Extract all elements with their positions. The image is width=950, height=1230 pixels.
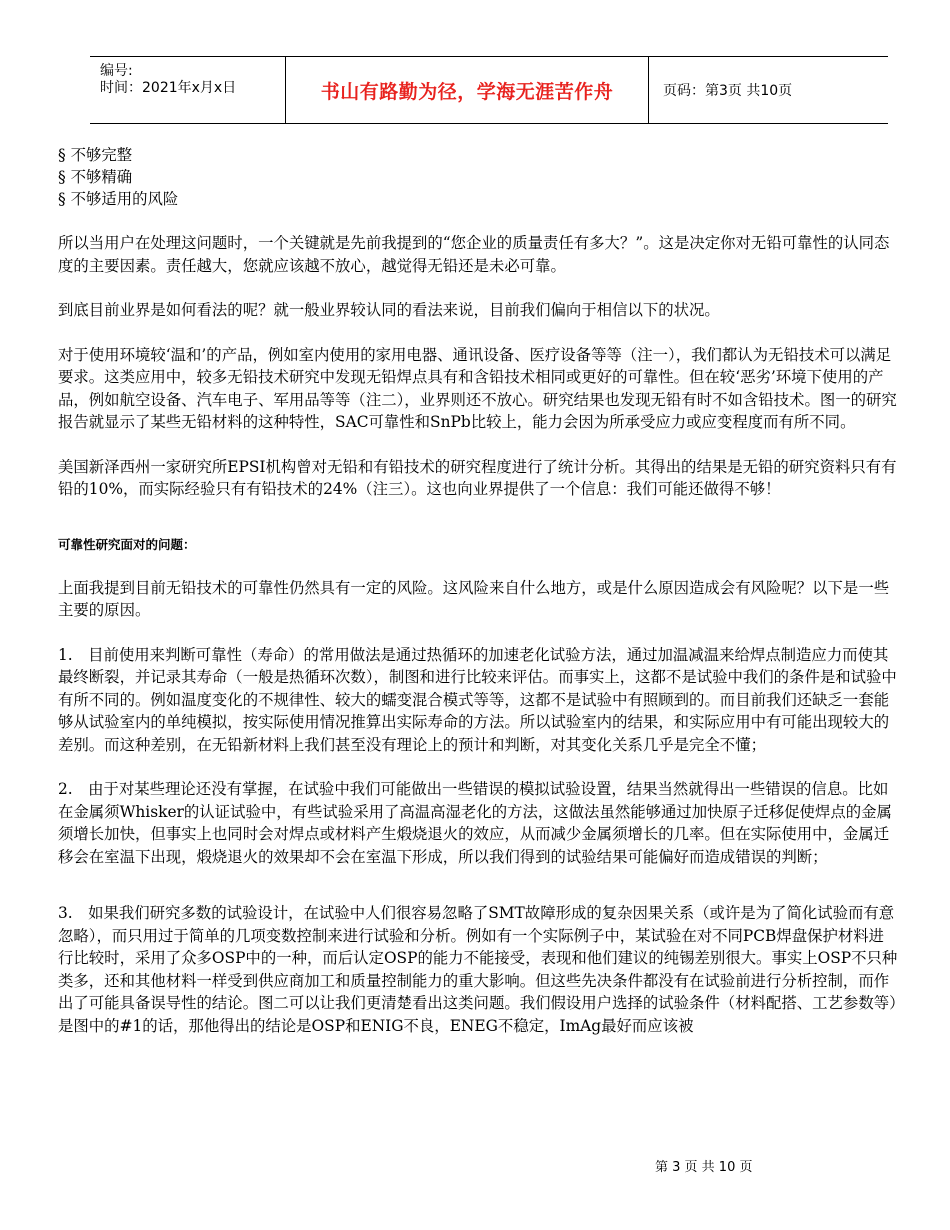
paragraph-environment: 对于使用环境较‘温和’的产品，例如室内使用的家用电器、通讯设备、医疗设备等等（注一），我们都认为无铅技术可以满足要求。这类应用中，较多无铅技术研究中发现无铅焊点具有和含铅技术相同或更好的可靠性。但在较‘恶劣’环境下使用的产品，例如航空设备、汽车电子、军用品等等（注二），业界则还不放心。研究结果也发现无铅有时不如含铅技术。图一的研究报告就显示了某些无铅材料的这种特性，SAC可靠性和SnPb比较上，能力会因为所承受应力或应变程度而有所不同。 <box>58 345 897 431</box>
header-motto: 书山有路勤为径，学海无涯苦作舟 <box>285 57 649 123</box>
page-header <box>90 56 888 124</box>
header-time-label: 时间：2021年x月x日 <box>100 80 237 96</box>
header-meta <box>90 57 285 123</box>
section-heading: 可靠性研究面对的问题： <box>58 536 196 552</box>
bullet-item: § 不够精确 <box>58 168 133 186</box>
page-footer: 第 3 页 共 10 页 <box>655 1160 753 1175</box>
paragraph-reason-1: 1. 目前使用来判断可靠性（寿命）的常用做法是通过热循环的加速老化试验方法，通过加温减温来给焊点制造应力而使其最终断裂，并记录其寿命（一般是热循环次数），制图和进行比较来评估。而事实上，这都不是试验中我们的条件是和试验中有所不同的。例如温度变化的不规律性、较大的蠕变混合模式等等，这都不是试验中有照顾到的。而目前我们还缺乏一套能够从试验室内的单纯模拟，按实际使用情况推算出实际寿命的方法。所以试验室内的结果，和实际应用中有可能出现较大的差别。而这种差别，在无铅新材料上我们甚至没有理论上的预计和判断，对其变化关系几乎是完全不懂； <box>58 645 897 754</box>
header-number-label: 编号: <box>100 63 133 79</box>
paragraph-industry-view: 到底目前业界是如何看法的呢？就一般业界较认同的看法来说，目前我们偏向于相信以下的状况。 <box>58 301 720 319</box>
bullet-item: § 不够适用的风险 <box>58 190 179 208</box>
paragraph-epsi: 美国新泽西州一家研究所EPSI机构曾对无铅和有铅技术的研究程度进行了统计分析。其得出的结果是无铅的研究资料只有有铅的10%，而实际经验只有有铅技术的24%（注三）。这也向业界提供了一个信息：我们可能还做得不够！ <box>58 457 897 498</box>
paragraph-reason-2: 2. 由于对某些理论还没有掌握，在试验中我们可能做出一些错误的模拟试验设置，结果当然就得出一些错误的信息。比如在金属须Whisker的认证试验中，有些试验采用了高温高湿老化的方法，这做法虽然能够通过加快原子迁移促使焊点的金属须增长加快，但事实上也同时会对焊点或材料产生煅烧退火的效应，从而减少金属须增长的几率。但在实际使用中，金属迁移会在室温下出现，煅烧退火的效果却不会在室温下形成，所以我们得到的试验结果可能偏好而造成错误的判断； <box>58 780 892 866</box>
paragraph-reason-3: 3. 如果我们研究多数的试验设计，在试验中人们很容易忽略了SMT故障形成的复杂因果关系（或许是为了简化试验而有意忽略），而只用过于简单的几项变数控制来进行试验和分析。例如有一个实际例子中，某试验在对不同PCB焊盘保护材料进行比较时，采用了众多OSP中的一种，而后认定OSP的能力不能接受，表现和他们建议的纯锡差别很大。事实上OSP不只种类多，还和其他材料一样受到供应商加工和质量控制能力的重大影响。但这些先决条件都没有在试验前进行分析控制，而作出了可能具备误导性的结论。图二可以让我们更清楚看出这类问题。我们假设用户选择的试验条件（材料配搭、工艺参数等）是图中的#1的话，那他得出的结论是OSP和ENIG不良，ENEG不稳定，ImAg最好而应该被 <box>58 904 898 1035</box>
paragraph-risk-intro: 上面我提到目前无铅技术的可靠性仍然具有一定的风险。这风险来自什么地方，或是什么原因造成会有风险呢？以下是一些主要的原因。 <box>58 578 890 619</box>
bullet-list <box>58 144 898 210</box>
paragraph-responsibility: 所以当用户在处理这问题时，一个关键就是先前我提到的“您企业的质量责任有多大？”。这是决定你对无铅可靠性的认同态度的主要因素。责任越大，您就应该越不放心，越觉得无铅还是未必可靠。 <box>58 234 890 275</box>
document-body <box>58 144 898 1037</box>
bullet-item: § 不够完整 <box>58 146 133 164</box>
header-page-label: 页码：第3页 共10页 <box>663 83 793 99</box>
